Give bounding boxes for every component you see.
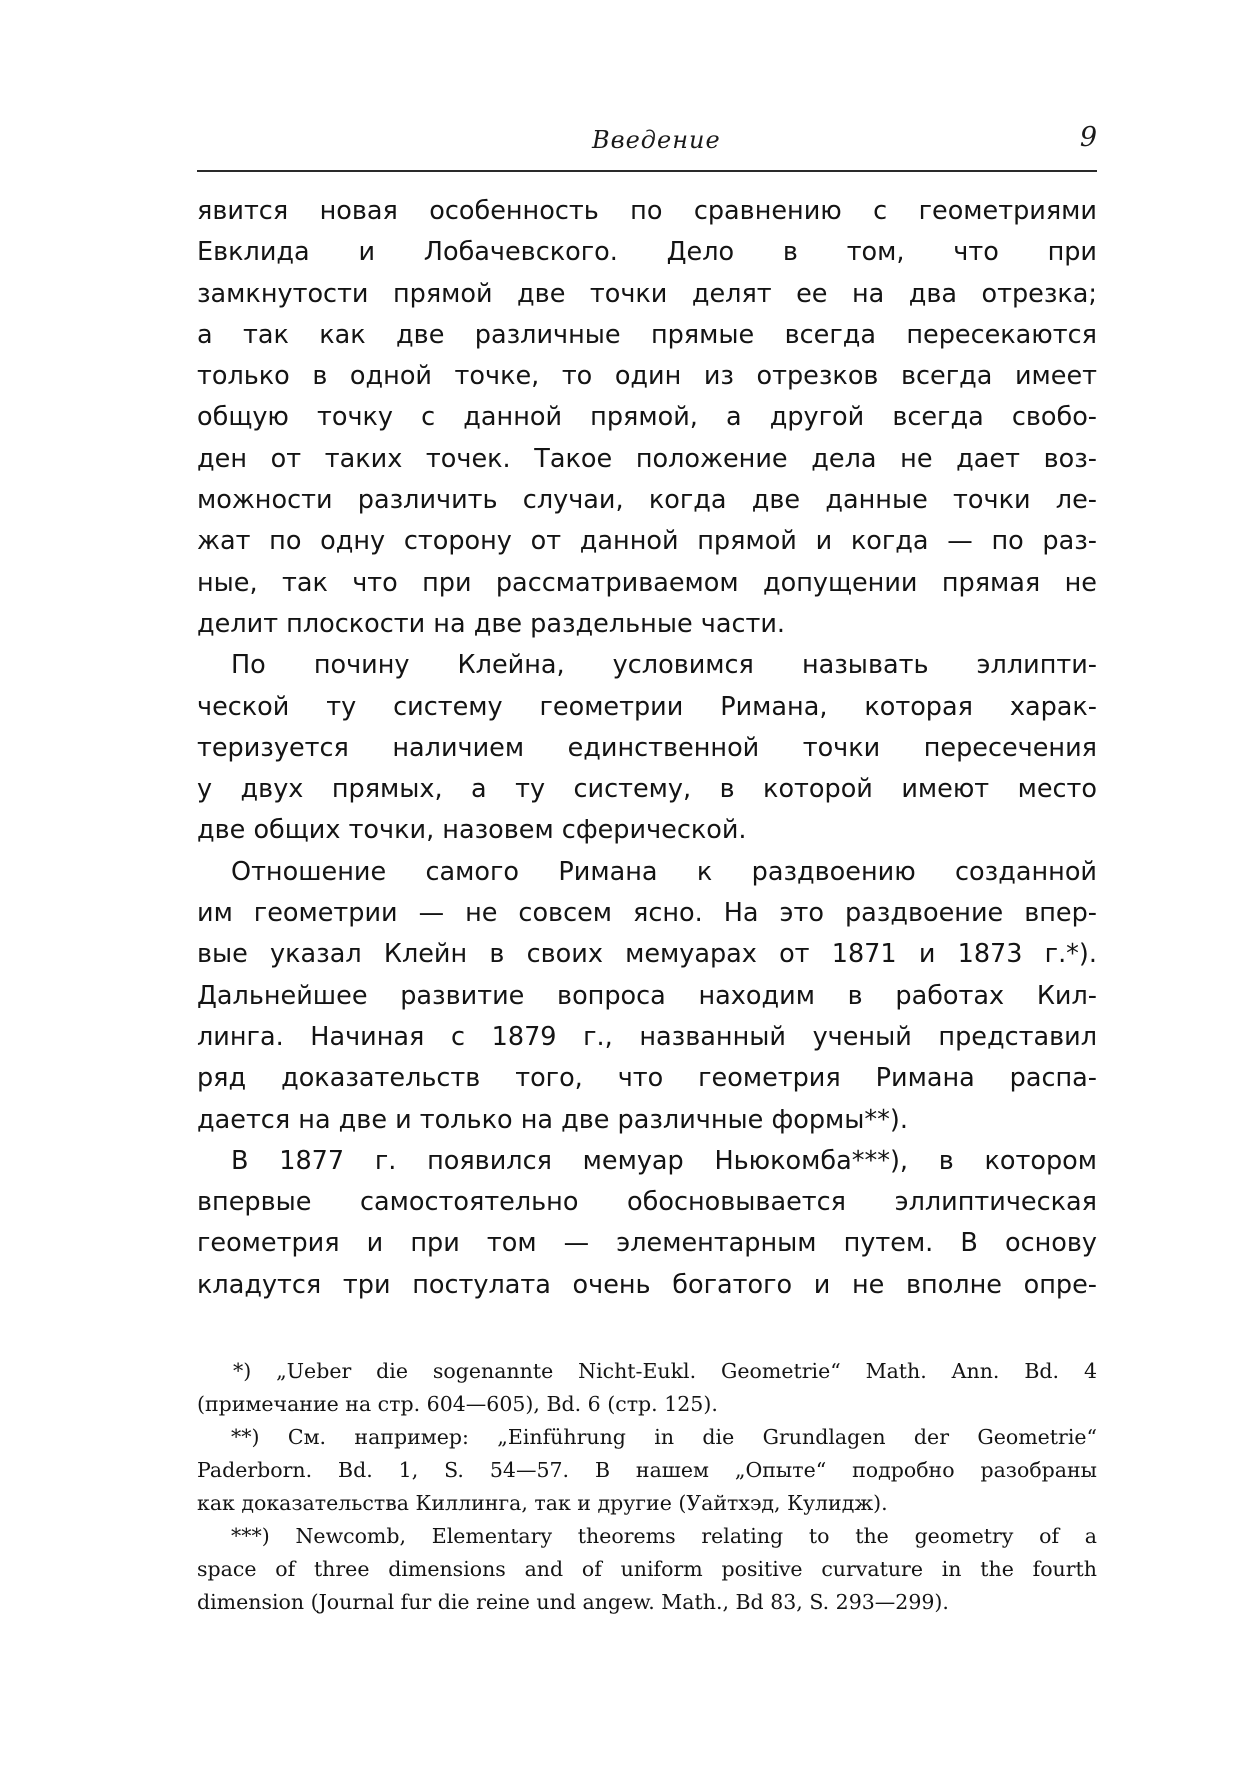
text-line: ряд доказательств того, что геометрия Римана распа-	[197, 1063, 1097, 1094]
text-line: жат по одну сторону от данной прямой и когда — по раз-	[197, 526, 1097, 557]
text-line: у двух прямых, а ту систему, в которой имеют место	[197, 774, 1097, 805]
text-line: геометрия и при том — элементарным путем. В основу	[197, 1228, 1097, 1259]
text-line: ческой ту систему геометрии Римана, которая харак-	[197, 691, 1097, 722]
text-line: линга. Начиная с 1879 г., названный ученый представил	[197, 1021, 1097, 1052]
text-line: ные, так что при рассматриваемом допущении прямая не	[197, 567, 1097, 598]
text-line: замкнутости прямой две точки делят ее на два отрезка;	[197, 278, 1097, 309]
text-line: дается на две и только на две различные формы**).	[197, 1104, 908, 1135]
footnote-line: как доказательства Киллинга, так и другие (Уайтхэд, Кулидж).	[197, 1491, 888, 1515]
main-text	[197, 191, 1097, 1306]
text-line: общую точку с данной прямой, а другой всегда свобо-	[197, 402, 1097, 433]
footnote-line: (примечание на стр. 604—605), Bd. 6 (стр. 125).	[197, 1392, 718, 1416]
text-line: им геометрии — не совсем ясно. На это раздвоение впер-	[197, 898, 1097, 929]
text-line: ден от таких точек. Такое положение дела не дает воз-	[197, 443, 1097, 474]
text-line: вые указал Клейн в своих мемуарах от 1871 и 1873 г.*).	[197, 939, 1097, 970]
text-line: В 1877 г. появился мемуар Ньюкомба***), в котором	[231, 1145, 1097, 1176]
page-number: 9	[1079, 122, 1097, 153]
text-line: а так как две различные прямые всегда пересекаются	[197, 319, 1097, 350]
header-rule	[197, 170, 1097, 172]
footnote-line: dimension (Journal fur die reine und angew. Math., Bd 83, S. 293—299).	[197, 1590, 949, 1614]
text-line: впервые самостоятельно обосновывается эллиптическая	[197, 1187, 1097, 1218]
footnotes	[197, 1355, 1097, 1619]
text-line: По почину Клейна, условимся называть эллипти-	[231, 650, 1097, 681]
text-line: только в одной точке, то один из отрезков всегда имеет	[197, 361, 1097, 392]
text-line: две общих точки, назовем сферической.	[197, 815, 747, 846]
footnote-line: *) „Ueber die sogenannte Nicht-Eukl. Geometrie“ Math. Ann. Bd. 4	[233, 1359, 1097, 1383]
footnote-line: ***) Newcomb, Elementary theorems relating to the geometry of a	[231, 1524, 1097, 1548]
text-line: Отношение самого Римана к раздвоению созданной	[231, 856, 1097, 887]
text-line: Дальнейшее развитие вопроса находим в работах Кил-	[197, 980, 1097, 1011]
footnote-line: space of three dimensions and of uniform positive curvature in the fourth	[197, 1557, 1097, 1581]
text-line: можности различить случаи, когда две данные точки ле-	[197, 485, 1097, 516]
running-title: Введение	[592, 126, 721, 154]
text-line: теризуется наличием единственной точки пересечения	[197, 732, 1097, 763]
footnote-line: **) См. например: „Einführung in die Grundlagen der Geometrie“	[231, 1425, 1097, 1449]
footnote-line: Paderborn. Bd. 1, S. 54—57. В нашем „Опыте“ подробно разобраны	[197, 1458, 1097, 1482]
text-line: кладутся три постулата очень богатого и не вполне опре-	[197, 1269, 1097, 1300]
text-line: Евклида и Лобачевского. Дело в том, что при	[197, 237, 1097, 268]
page-header	[197, 118, 1097, 168]
text-line: делит плоскости на две раздельные части.	[197, 608, 786, 639]
text-line: явится новая особенность по сравнению с геометриями	[197, 196, 1097, 226]
